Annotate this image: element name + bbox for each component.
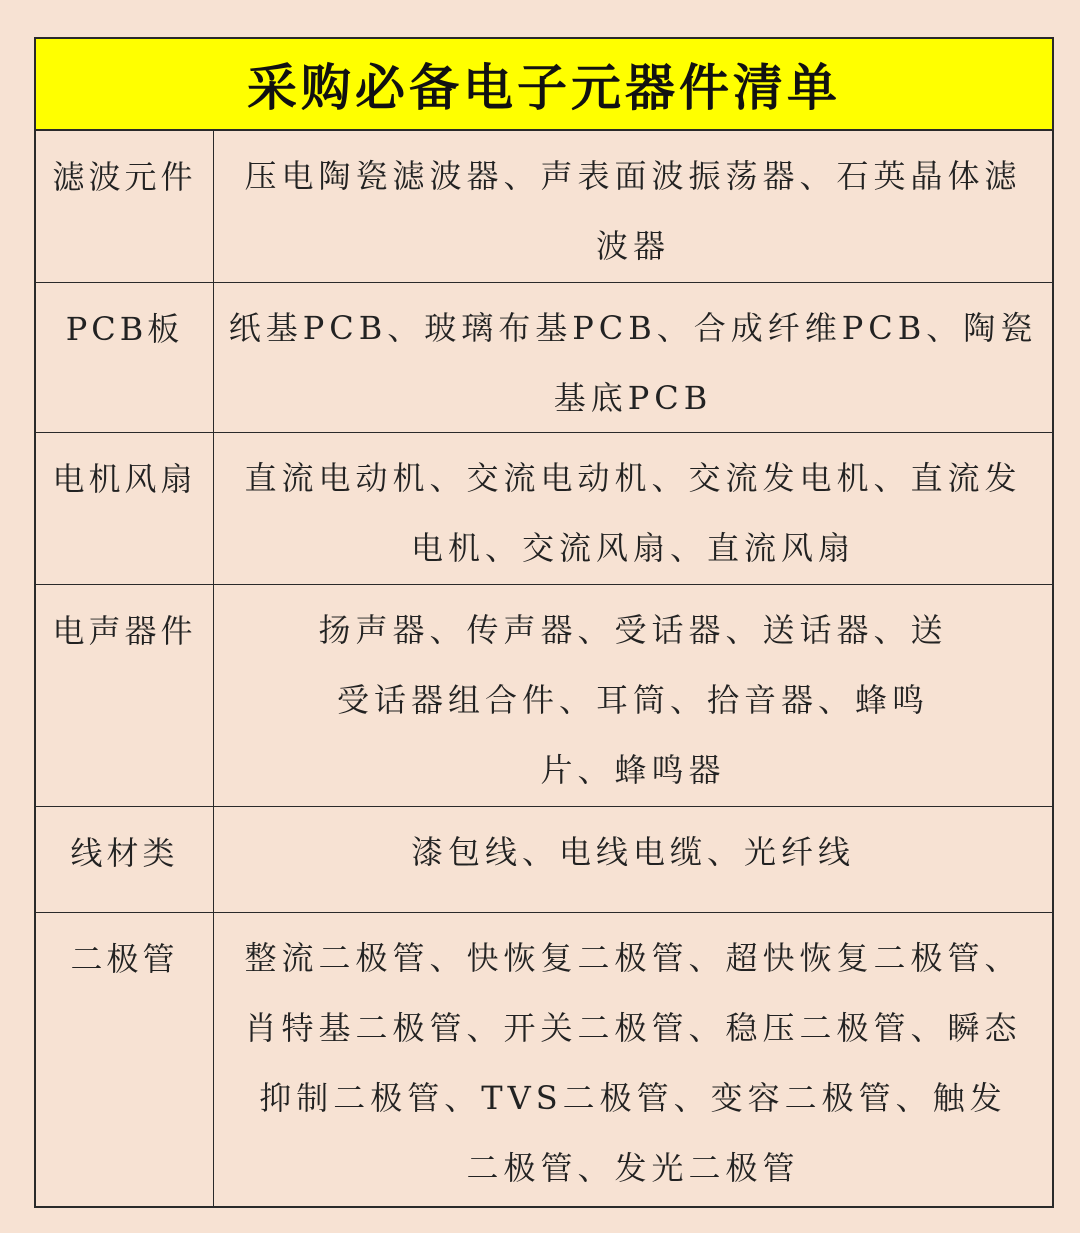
items-cell: 整流二极管、快恢复二极管、超快恢复二极管、肖特基二极管、开关二极管、稳压二极管、瞬态抑制二极管、TVS二极管、变容二极管、触发二极管、发光二极管 bbox=[244, 939, 1022, 1187]
items-cell: 纸基PCB、玻璃布基PCB、合成纤维PCB、陶瓷基底PCB bbox=[228, 309, 1038, 417]
category-cell: 二极管 bbox=[36, 913, 214, 1206]
table-row bbox=[36, 585, 1052, 807]
component-list-table bbox=[34, 37, 1054, 1208]
table-row bbox=[36, 131, 1052, 283]
items-cell: 扬声器、传声器、受话器、送话器、送受话器组合件、耳筒、拾音器、蜂鸣片、蜂鸣器 bbox=[318, 611, 948, 789]
category-cell: 滤波元件 bbox=[36, 131, 214, 282]
category-cell: PCB板 bbox=[36, 283, 214, 432]
items-cell: 漆包线、电线电缆、光纤线 bbox=[410, 833, 855, 871]
table-row bbox=[36, 807, 1052, 913]
items-cell: 直流电动机、交流电动机、交流发电机、直流发电机、交流风扇、直流风扇 bbox=[244, 459, 1022, 567]
category-cell: 电声器件 bbox=[36, 585, 214, 806]
table-title: 采购必备电子元器件清单 bbox=[36, 39, 1052, 131]
items-cell: 压电陶瓷滤波器、声表面波振荡器、石英晶体滤波器 bbox=[244, 157, 1022, 265]
table-row bbox=[36, 913, 1052, 1206]
category-cell: 电机风扇 bbox=[36, 433, 214, 584]
table-row bbox=[36, 433, 1052, 585]
table-row bbox=[36, 283, 1052, 433]
category-cell: 线材类 bbox=[36, 807, 214, 912]
